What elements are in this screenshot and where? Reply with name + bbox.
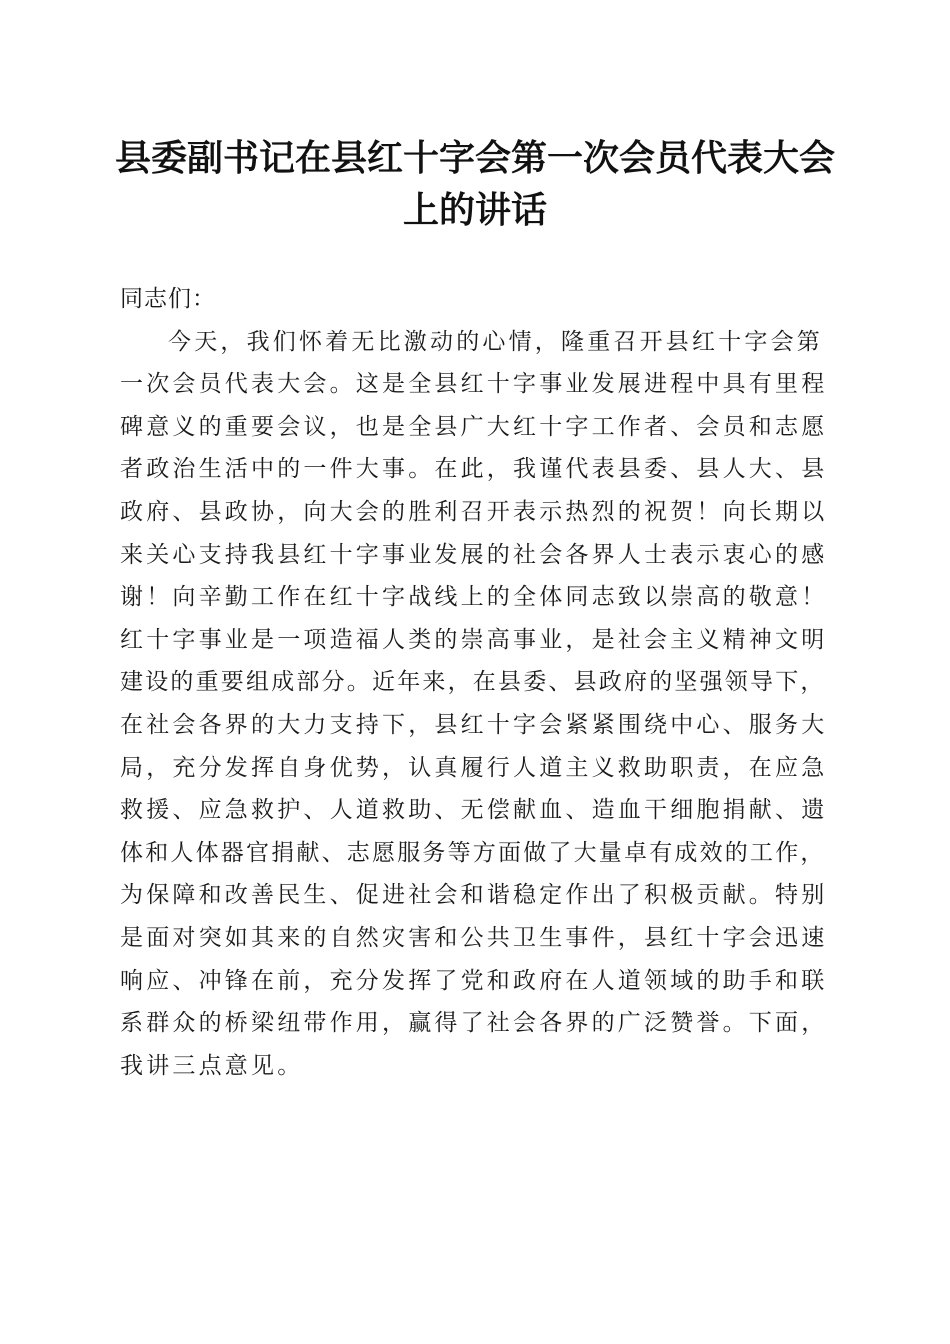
paragraph-line: 是面对突如其来的自然灾害和公共卫生事件，县红十字会迅速 (120, 924, 828, 951)
paragraph-line: 建设的重要组成部分。近年来，在县委、县政府的坚强领导下， (120, 669, 826, 696)
paragraph-line: 为保障和改善民生、促进社会和谐稳定作出了积极贡献。特别 (120, 882, 828, 909)
paragraph-line: 系群众的桥梁纽带作用，赢得了社会各界的广泛赞誉。下面， (120, 1010, 828, 1037)
paragraph-line: 谢！向辛勤工作在红十字战线上的全体同志致以崇高的敬意！ (120, 584, 828, 611)
paragraph-line: 今天，我们怀着无比激动的心情，隆重召开县红十字会第 (168, 328, 823, 355)
paragraph-line: 来关心支持我县红十字事业发展的社会各界人士表示衷心的感 (120, 541, 828, 568)
title-line: 县委副书记在县红十字会第一次会员代表大会 (114, 137, 835, 179)
paragraph-1 (120, 321, 830, 619)
paragraph-line: 一次会员代表大会。这是全县红十字事业发展进程中具有里程 (120, 371, 828, 398)
salutation: 同志们： (120, 286, 216, 312)
paragraph-line: 者政治生活中的一件大事。在此，我谨代表县委、县人大、县 (120, 456, 828, 483)
paragraph-line: 救援、应急救护、人道救助、无偿献血、造血干细胞捐献、遗 (120, 797, 828, 824)
paragraph-line: 在社会各界的大力支持下，县红十字会紧紧围绕中心、服务大 (120, 711, 828, 738)
paragraph-line: 响应、冲锋在前，充分发挥了党和政府在人道领域的助手和联 (120, 967, 828, 994)
title-line: 上的讲话 (402, 189, 547, 231)
document-body (120, 278, 830, 1087)
paragraph-line: 红十字事业是一项造福人类的崇高事业，是社会主义精神文明 (120, 626, 828, 653)
paragraph-line: 我讲三点意见。 (120, 1052, 304, 1079)
paragraph-2 (120, 619, 830, 1088)
paragraph-line: 碑意义的重要会议，也是全县广大红十字工作者、会员和志愿 (120, 413, 828, 440)
paragraph-line: 局，充分发挥自身优势，认真履行人道主义救助职责，在应急 (120, 754, 828, 781)
paragraph-line: 政府、县政协，向大会的胜利召开表示热烈的祝贺！向长期以 (120, 498, 828, 525)
document-title (100, 132, 850, 236)
paragraph-line: 体和人体器官捐献、志愿服务等方面做了大量卓有成效的工作， (120, 839, 826, 866)
